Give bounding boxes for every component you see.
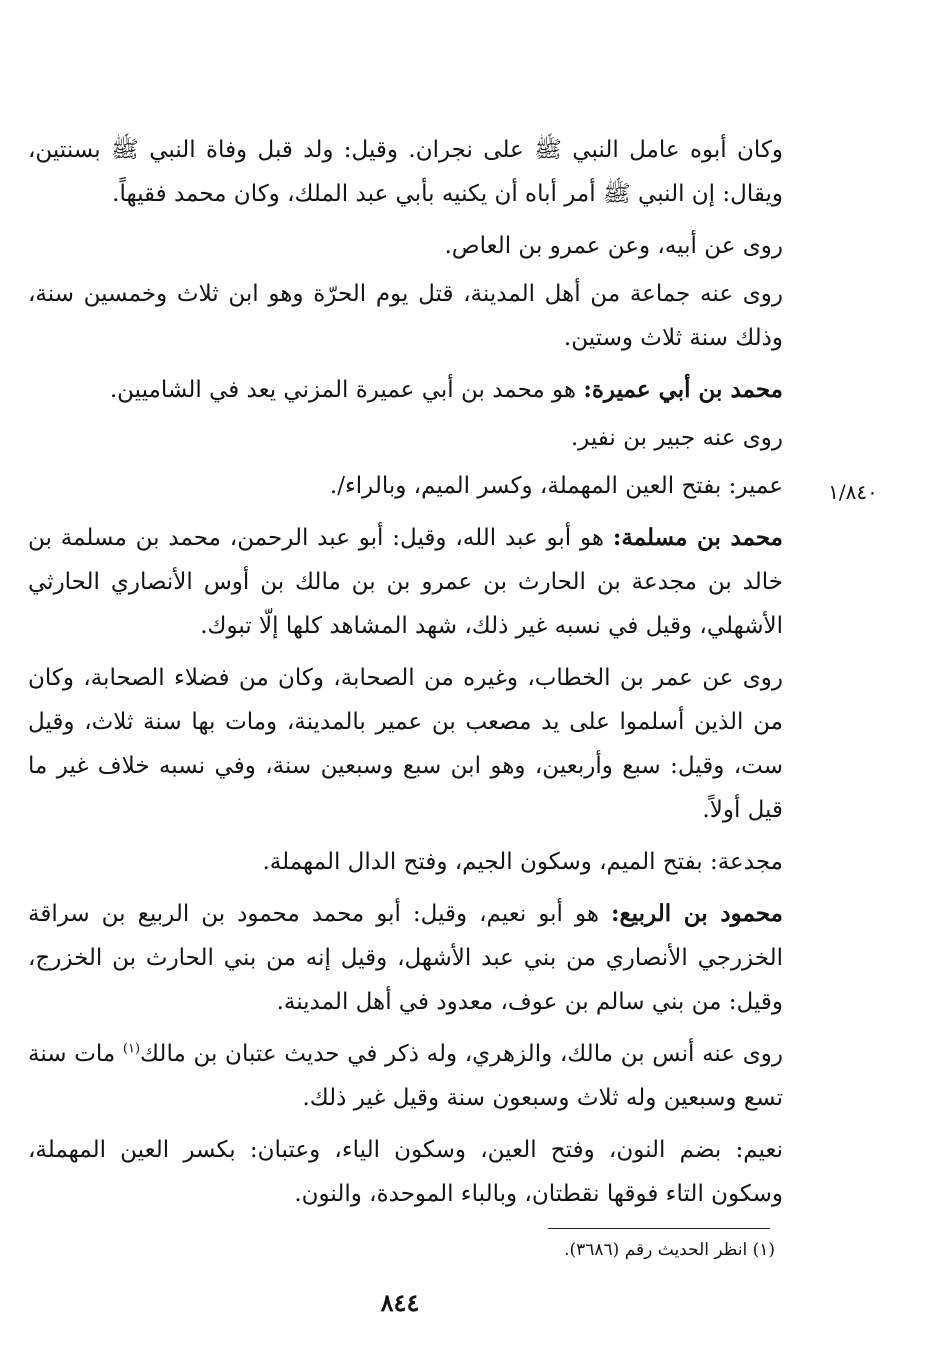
paragraph-text-continued: مات سنة تسع وسبعين وله ثلاث وسبعون سنة وقيل غير ذلك.: [28, 1041, 783, 1111]
entry-heading: محمد بن مسلمة:: [612, 524, 784, 551]
footnote: (١) انظر الحديث رقم (٣٦٨٦).: [564, 1240, 775, 1260]
footnote-divider: [548, 1228, 770, 1229]
paragraph-text: هو محمد بن أبي عميرة المزني يعد في الشاميين.: [109, 377, 584, 403]
entry-heading: محمود بن الربيع:: [610, 900, 783, 927]
paragraph-narrated-from: [28, 224, 783, 268]
paragraph-text: روى عن عمر بن الخطاب، وغيره من الصحابة، وكان من فضلاء الصحابة، وكان من الذين أسلموا على يد مصعب بن عمير بالمدينة، ومات بها سنة ثلاث، وقيل ست، وقيل: سبع وأربعين، وهو ابن سبع وسبعين سنة، وفي نسبه خلاف غير ما قيل أولاً.: [28, 665, 783, 823]
paragraph-narrators: [28, 272, 783, 360]
footnote-marker[interactable]: (١): [122, 1041, 141, 1057]
entry-mahmud-ibn-al-rabi: [28, 892, 783, 1024]
paragraph-text: هو أبو عبد الله، وقيل: أبو عبد الرحمن، محمد بن مسلمة بن خالد بن مجدعة بن الحارث بن عمرو بن بن مالك بن أوس الأنصاري الحارثي الأشهلي، وقيل في نسبه غير ذلك، شهد المشاهد كلها إلّا تبوك.: [28, 525, 783, 639]
paragraph-mujdaa-spelling: [28, 840, 783, 884]
paragraph-umayr-spelling: [28, 464, 783, 508]
paragraph-text: وكان أبوه عامل النبي ﷺ على نجران. وقيل: ولد قبل وفاة النبي ﷺ بسنتين، ويقال: إن النبي ﷺ أمر أباه أن يكنيه بأبي عبد الملك، وكان محمد فقيهاً.: [28, 137, 783, 207]
paragraph-abu-abdulmalik: [28, 128, 783, 216]
paragraph-nuaym-spelling: [28, 1128, 783, 1216]
paragraph-text: روى عنه جماعة من أهل المدينة، قتل يوم الحرّة وهو ابن ثلاث وخمسين سنة، وذلك سنة ثلاث وستين.: [28, 281, 783, 351]
main-text: [28, 128, 783, 1224]
entry-heading: محمد بن أبي عميرة:: [583, 376, 783, 403]
paragraph-text: هو أبو نعيم، وقيل: أبو محمد محمود بن الربيع بن سراقة الخزرجي الأنصاري من بني عبد الأشهل، وقيل إنه من بني الحارث بن الخزرج، وقيل: من بني سالم بن عوف، معدود في أهل المدينة.: [28, 901, 783, 1015]
margin-reference: ١/٨٤٠: [828, 480, 878, 504]
paragraph-text: روى عن أبيه، وعن عمرو بن العاص.: [444, 233, 783, 259]
paragraph-maslama-narration: [28, 656, 783, 832]
page-number: ٨٤٤: [380, 1288, 420, 1317]
paragraph-text: روى عنه أنس بن مالك، والزهري، وله ذكر في حديث عتبان بن مالك: [140, 1041, 783, 1067]
paragraph-text: عمير: بفتح العين المهملة، وكسر الميم، وبالراء/.: [329, 473, 783, 499]
paragraph-jubayr: [28, 416, 783, 460]
entry-muhammad-ibn-abi-umayra: [28, 368, 783, 412]
paragraph-text: نعيم: بضم النون، وفتح العين، وسكون الياء، وعتبان: بكسر العين المهملة، وسكون التاء فوقها نقطتان، وبالباء الموحدة، والنون.: [28, 1137, 783, 1207]
paragraph-text: مجدعة: بفتح الميم، وسكون الجيم، وفتح الدال المهملة.: [262, 849, 783, 875]
paragraph-text: روى عنه جبير بن نفير.: [570, 425, 783, 451]
entry-muhammad-ibn-maslama: [28, 516, 783, 648]
paragraph-mahmud-narration: [28, 1032, 783, 1120]
